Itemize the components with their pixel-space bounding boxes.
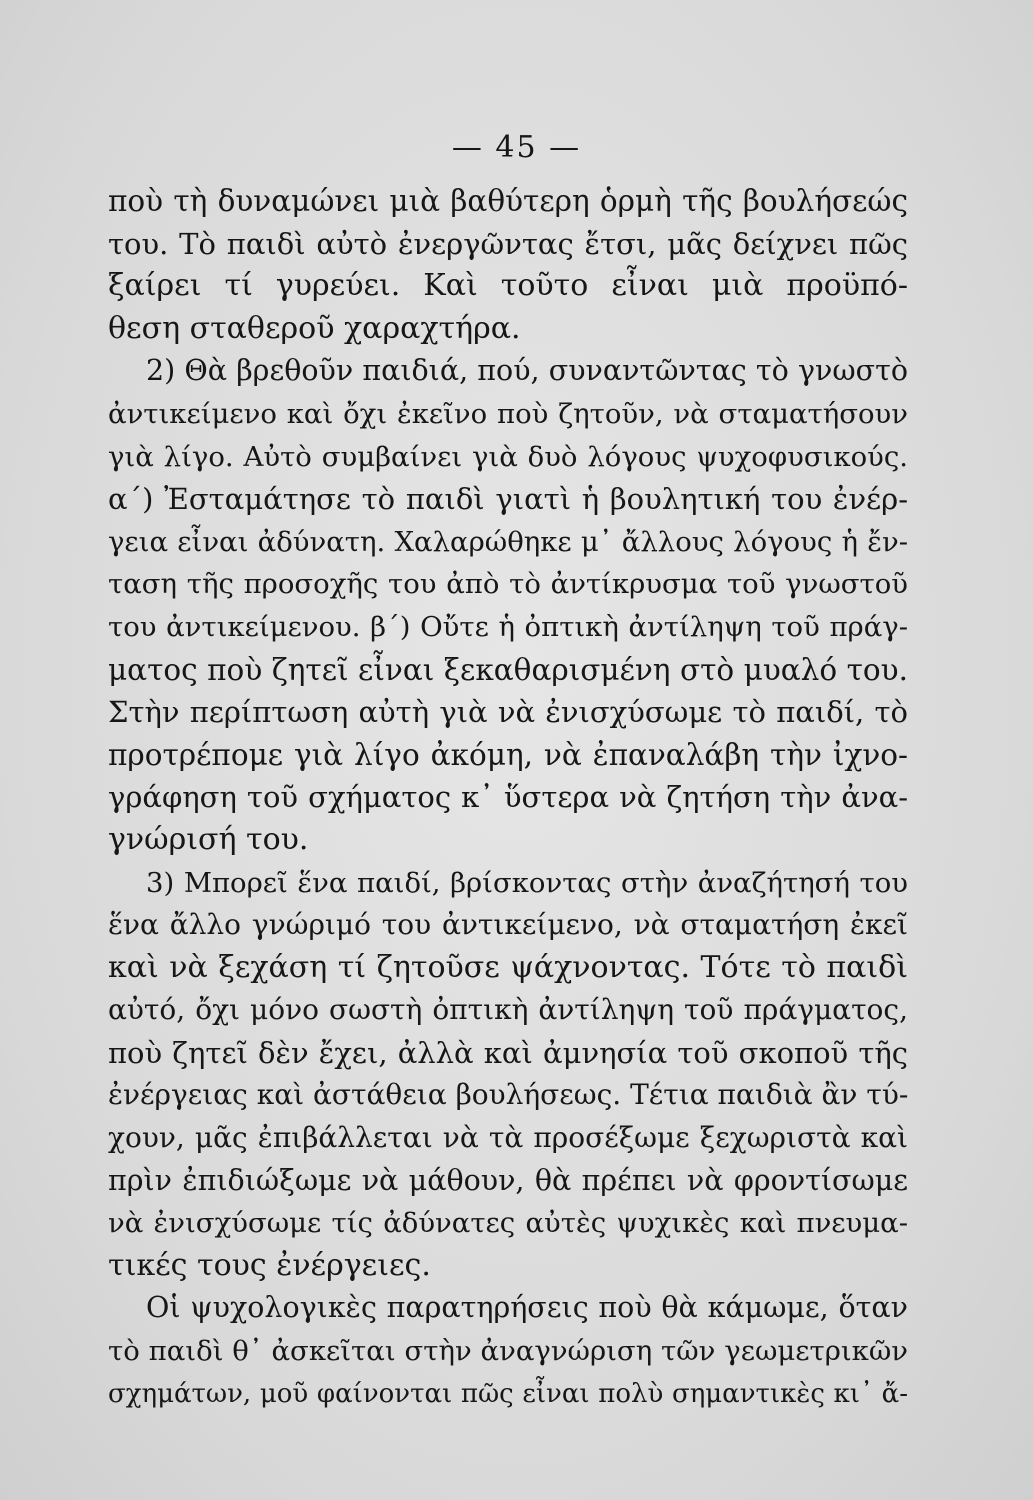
text-line: τικές τους ἐνέργειες.: [108, 1247, 431, 1283]
text-line: του. Τὸ παιδὶ αὐτὸ ἐνεργῶντας ἔτσι, μᾶς δείχνει πῶς: [108, 226, 908, 261]
text-line: ποὺ τὴ δυναμώνει μιὰ βαθύτερη ὁρμὴ τῆς βουλήσεώς: [108, 184, 908, 218]
text-line: προτρέπομε γιὰ λίγο ἀκόμη, νὰ ἐπαναλάβη τὴν ἰχνο-: [108, 737, 908, 772]
text-line: γράφηση τοῦ σχήματος κ᾿ ὕστερα νὰ ζητήση τὴν ἀνα-: [108, 780, 908, 815]
text-line: σχημάτων, μοῦ φαίνονται πῶς εἶναι πολὺ σημαντικὲς κι᾿ ἄ-: [108, 1378, 908, 1409]
text-line: Οἱ ψυχολογικὲς παρατηρήσεις ποὺ θὰ κάμωμε, ὅταν: [146, 1291, 908, 1325]
page-number: — 45 —: [451, 130, 582, 165]
text-line: γεια εἶναι ἀδύνατη. Χαλαρώθηκε μ᾿ ἄλλους λόγους ἡ ἔν-: [108, 525, 908, 558]
text-line: ἀντικείμενο καὶ ὄχι ἐκεῖνο ποὺ ζητοῦν, νὰ σταματήσουν: [108, 397, 908, 430]
text-line: ξαίρει τί γυρεύει. Καὶ τοῦτο εἶναι μιὰ προϋπό-: [108, 268, 908, 304]
text-line: ποὺ ζητεῖ δὲν ἔχει, ἀλλὰ καὶ ἀμνησία τοῦ σκοποῦ τῆς: [108, 1035, 908, 1070]
text-line: νὰ ἐνισχύσωμε τίς ἀδύνατες αὐτὲς ψυχικὲς καὶ πνευμα-: [108, 1207, 908, 1240]
text-line: 3) Μπορεῖ ἕνα παιδί, βρίσκοντας στὴν ἀναζήτησή του: [146, 866, 908, 899]
text-line: ταση τῆς προσοχῆς του ἀπὸ τὸ ἀντίκρυσμα τοῦ γνωστοῦ: [108, 568, 908, 601]
text-line: ἐνέργειας καὶ ἀστάθεια βουλήσεως. Τέτια παιδιὰ ἂν τύ-: [108, 1078, 909, 1112]
text-line: πρὶν ἐπιδιώξωμε νὰ μάθουν, θὰ πρέπει νὰ φροντίσωμε: [108, 1163, 908, 1197]
text-line: αὐτό, ὄχι μόνο σωστὴ ὀπτικὴ ἀντίληψη τοῦ πράγματος,: [108, 993, 908, 1027]
text-line: 2) Θὰ βρεθοῦν παιδιά, πού, συναντῶντας τὸ γνωστὸ: [146, 354, 908, 388]
text-line: χουν, μᾶς ἐπιβάλλεται νὰ τὰ προσέξωμε ξεχωριστὰ καὶ: [108, 1121, 908, 1155]
text-line: ματος ποὺ ζητεῖ εἶναι ξεκαθαρισμένη στὸ μυαλό του.: [108, 652, 908, 687]
text-line: α΄) Ἐσταμάτησε τὸ παιδὶ γιατὶ ἡ βουλητική του ἐνέρ-: [108, 482, 908, 517]
text-line: θεση σταθεροῦ χαραχτήρα.: [108, 310, 521, 346]
text-line: καὶ νὰ ξεχάση τί ζητοῦσε ψάχνοντας. Τότε τὸ παιδὶ: [108, 949, 908, 985]
body-text: [108, 180, 908, 1415]
text-line: Στὴν περίπτωση αὐτὴ γιὰ νὰ ἐνισχύσωμε τὸ παιδί, τὸ: [108, 695, 908, 730]
text-line: γνώρισή του.: [108, 821, 309, 857]
text-line: γιὰ λίγο. Αὐτὸ συμβαίνει γιὰ δυὸ λόγους ψυχοφυσικούς.: [108, 440, 908, 473]
text-line: τὸ παιδὶ θ᾿ ἀσκεῖται στὴν ἀναγνώριση τῶν γεωμετρικῶν: [108, 1335, 908, 1368]
text-line: ἕνα ἄλλο γνώριμό του ἀντικείμενο, νὰ σταματήση ἐκεῖ: [108, 908, 908, 942]
text-line: του ἀντικείμενου. β΄) Οὔτε ἡ ὀπτικὴ ἀντίληψη τοῦ πράγ-: [108, 610, 908, 643]
